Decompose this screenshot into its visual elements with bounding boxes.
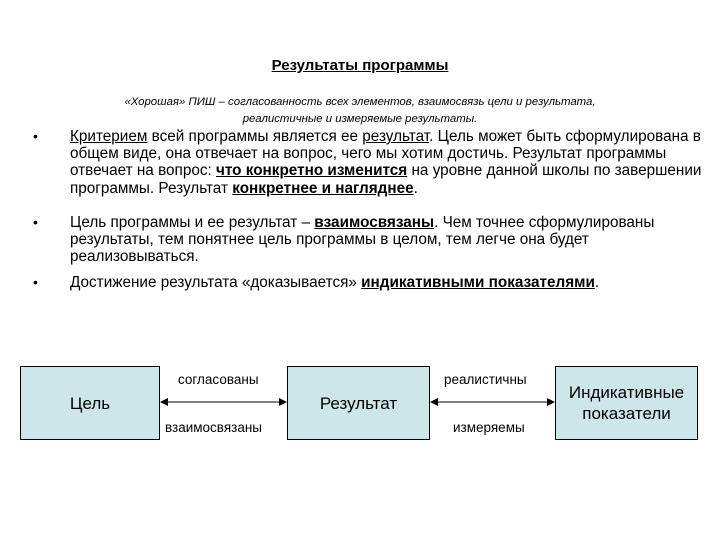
bullet1-part-b: всей программы является ее [147, 128, 363, 145]
indicators-box [555, 366, 698, 440]
bullet2-part-c: . Чем точнее сформулированы результаты, тем понятнее цель программы в целом, тем легче она будет реализовываться. [70, 214, 655, 266]
indicators-line-2: показатели [582, 404, 671, 423]
result-box-label: Результат [319, 393, 398, 413]
subtitle-line-2: реалистичные и измеряемые результаты. [242, 113, 478, 125]
result-box [287, 366, 430, 440]
label-agreed: согласованы [178, 372, 259, 387]
indicators-box-label [569, 382, 684, 424]
indicators-phrase: индикативными показателями [361, 274, 595, 291]
goal-result-arrow [160, 395, 287, 409]
label-realistic: реалистичны [444, 372, 527, 387]
concrete-phrase: конкретнее и нагляднее [232, 179, 414, 197]
goal-box-label: Цель [69, 393, 111, 413]
bullet3-part-c: . [594, 274, 600, 291]
bullet3-part-a: Достижение результата «доказывается» [70, 274, 362, 291]
bullet-marker: • [33, 274, 38, 290]
result-indicators-arrow [430, 395, 555, 409]
bullet-text-2 [70, 214, 710, 266]
bullet2-part-a: Цель программы и ее результат – [70, 214, 315, 231]
goal-box [20, 366, 160, 440]
indicators-line-1: Индикативные [568, 383, 685, 402]
label-measurable: измеряемы [453, 420, 525, 435]
bullet-text-1 [70, 128, 710, 197]
bullet1-part-f: на уровне данной школы по завершении программы. Результат [70, 162, 702, 197]
bullet-text-3 [70, 274, 710, 291]
bullet-marker: • [33, 214, 38, 230]
label-linked: взаимосвязаны [165, 420, 262, 435]
subtitle-line-1: «Хорошая» ПИШ – согласованность всех элементов, взаимосвязь цели и результата, [124, 96, 596, 108]
criterion-word: Критерием [70, 128, 148, 145]
what-changes-phrase: что конкретно изменится [215, 162, 408, 180]
bullet1-part-h: . [413, 179, 418, 197]
bullet-marker: • [33, 128, 38, 144]
subtitle [40, 94, 680, 128]
result-word: результат [362, 128, 430, 145]
bullet1-part-d: . Цель может быть сформулирована в общем виде, она отвечает на вопрос, чего мы хотим достичь. Результат программы отвечает на вопрос: [70, 128, 701, 180]
page-title: Результаты программы [271, 57, 449, 74]
linked-word: взаимосвязаны [314, 214, 435, 231]
